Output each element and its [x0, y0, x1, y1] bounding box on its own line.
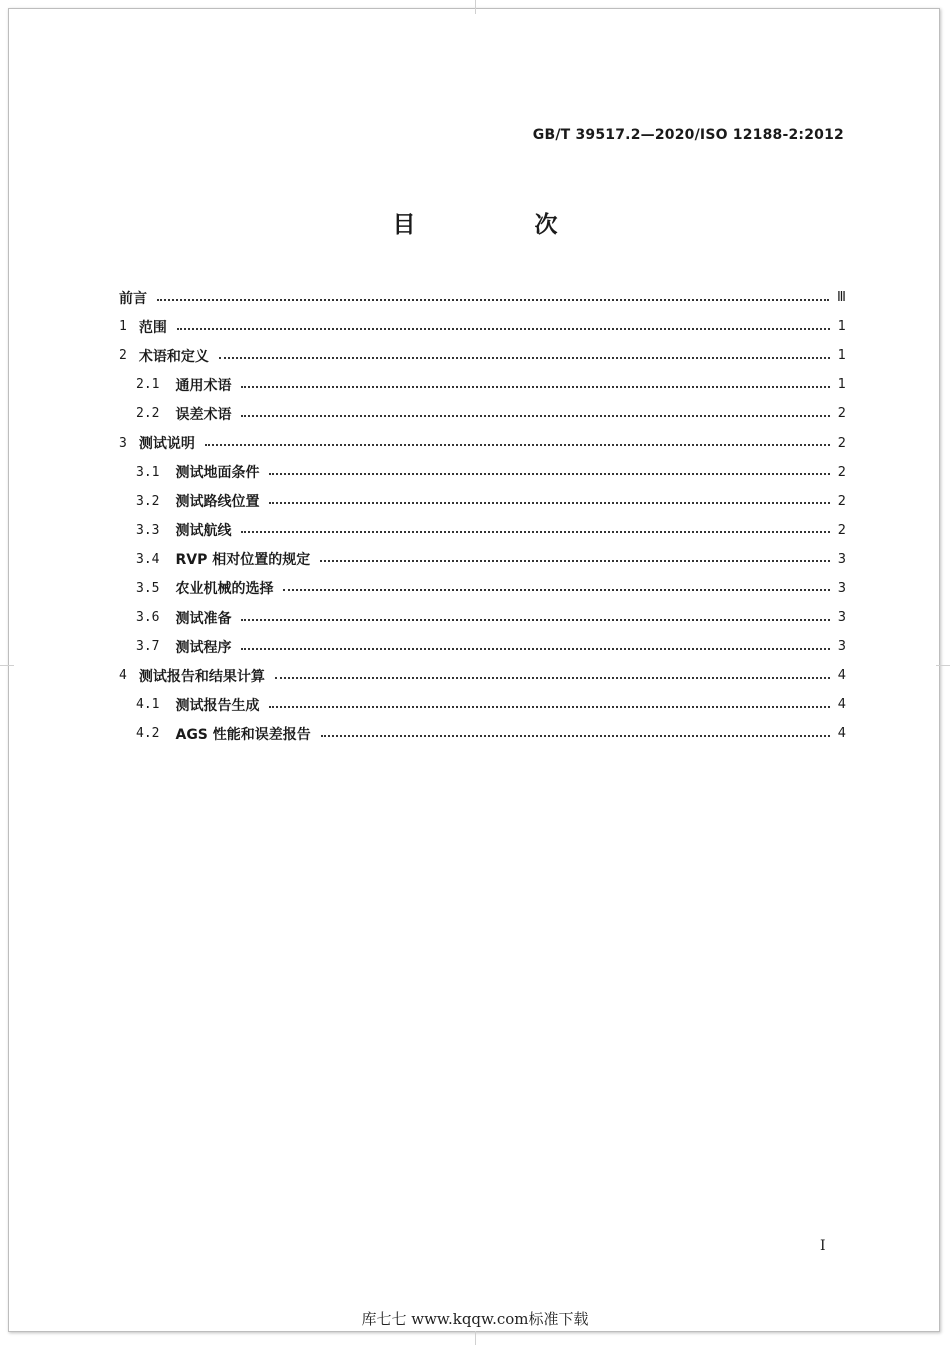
toc-entry-label: 测试报告和结果计算	[138, 668, 265, 685]
toc-dot-leader	[241, 531, 829, 533]
toc-dot-leader	[321, 735, 830, 737]
toc-entry-label: 前言	[119, 290, 147, 307]
toc-dot-leader	[157, 299, 829, 301]
toc-entry-label: 测试路线位置	[175, 494, 260, 511]
toc-entry-page: 2	[837, 435, 846, 451]
toc-entry-page: 2	[837, 406, 846, 422]
toc-entry[interactable]	[119, 632, 846, 661]
crop-mark	[0, 665, 14, 666]
toc-entry[interactable]	[119, 458, 846, 487]
toc-dot-leader	[241, 619, 829, 621]
toc-entry-number: 2.2	[136, 406, 160, 422]
page-number: I	[820, 1238, 826, 1254]
toc-entry-page: 4	[837, 668, 846, 684]
toc-entry-number: 2	[119, 348, 127, 364]
toc-dot-leader	[205, 444, 830, 446]
toc-entry-label: 术语和定义	[138, 348, 209, 365]
toc-entry-page: 2	[837, 464, 846, 480]
toc-entry[interactable]	[119, 370, 846, 399]
toc-entry-page: 3	[837, 551, 846, 567]
toc-entry[interactable]	[119, 661, 846, 690]
toc-entry-page: 1	[837, 377, 846, 393]
toc-entry-page: 4	[837, 726, 846, 742]
toc-dot-leader	[320, 560, 829, 562]
toc-entry[interactable]	[119, 545, 846, 574]
toc-entry-page: 4	[837, 697, 846, 713]
table-of-contents	[119, 283, 846, 749]
toc-entry-page: 3	[837, 639, 846, 655]
toc-entry-number: 4.2	[136, 726, 160, 742]
toc-entry-number: 1	[119, 319, 127, 335]
toc-entry-number: 3.5	[136, 580, 160, 596]
toc-entry[interactable]	[119, 690, 846, 719]
toc-entry[interactable]	[119, 428, 846, 457]
page-title: 目 次	[392, 212, 606, 238]
toc-entry-number: 2.1	[136, 377, 160, 393]
toc-entry-page: 1	[837, 348, 846, 364]
toc-entry-label: RVP 相对位置的规定	[175, 552, 311, 569]
toc-dot-leader	[269, 473, 829, 475]
toc-entry-number: 4.1	[136, 697, 160, 713]
toc-entry-number: 3.4	[136, 551, 160, 567]
toc-entry-label: 测试报告生成	[175, 697, 260, 714]
toc-entry-number: 3.2	[136, 493, 160, 509]
crop-mark	[475, 0, 476, 14]
toc-dot-leader	[177, 328, 830, 330]
toc-entry-page: 3	[837, 610, 846, 626]
toc-entry[interactable]	[119, 487, 846, 516]
toc-entry-label: 农业机械的选择	[175, 581, 274, 598]
footer-watermark: 库七七 www.kqqw.com标准下载	[361, 1310, 589, 1328]
toc-entry-label: 测试程序	[175, 639, 232, 656]
toc-entry-label: 测试说明	[138, 436, 195, 453]
toc-entry-number: 3.1	[136, 464, 160, 480]
toc-entry-page: Ⅲ	[837, 290, 846, 306]
toc-entry-label: 测试地面条件	[175, 465, 260, 482]
toc-entry[interactable]	[119, 719, 846, 748]
toc-entry-label: 测试准备	[175, 610, 232, 627]
toc-dot-leader	[241, 648, 829, 650]
toc-entry-page: 3	[837, 580, 846, 596]
toc-entry-number: 3	[119, 435, 127, 451]
toc-entry-page: 2	[837, 493, 846, 509]
toc-entry-label: 误差术语	[175, 406, 232, 423]
toc-entry-number: 3.7	[136, 639, 160, 655]
toc-dot-leader	[241, 415, 829, 417]
crop-mark	[936, 665, 950, 666]
toc-entry-page: 2	[837, 522, 846, 538]
toc-entry-label: 测试航线	[175, 523, 232, 540]
toc-entry-number: 3.6	[136, 610, 160, 626]
toc-entry-number: 4	[119, 668, 127, 684]
toc-entry[interactable]	[119, 574, 846, 603]
toc-dot-leader	[241, 386, 829, 388]
toc-entry[interactable]	[119, 283, 846, 312]
toc-entry-label: 范围	[138, 319, 167, 336]
toc-entry[interactable]	[119, 341, 846, 370]
toc-dot-leader	[269, 502, 829, 504]
toc-entry[interactable]	[119, 516, 846, 545]
toc-entry[interactable]	[119, 603, 846, 632]
toc-entry[interactable]	[119, 312, 846, 341]
toc-entry-label: AGS 性能和误差报告	[175, 726, 311, 743]
toc-entry[interactable]	[119, 399, 846, 428]
standard-code: GB/T 39517.2—2020/ISO 12188-2:2012	[532, 127, 844, 143]
toc-entry-page: 1	[837, 319, 846, 335]
crop-mark	[475, 1331, 476, 1345]
toc-dot-leader	[283, 589, 829, 591]
toc-dot-leader	[275, 677, 830, 679]
toc-entry-number: 3.3	[136, 522, 160, 538]
toc-dot-leader	[219, 357, 830, 359]
toc-entry-label: 通用术语	[175, 377, 232, 394]
toc-dot-leader	[269, 706, 829, 708]
